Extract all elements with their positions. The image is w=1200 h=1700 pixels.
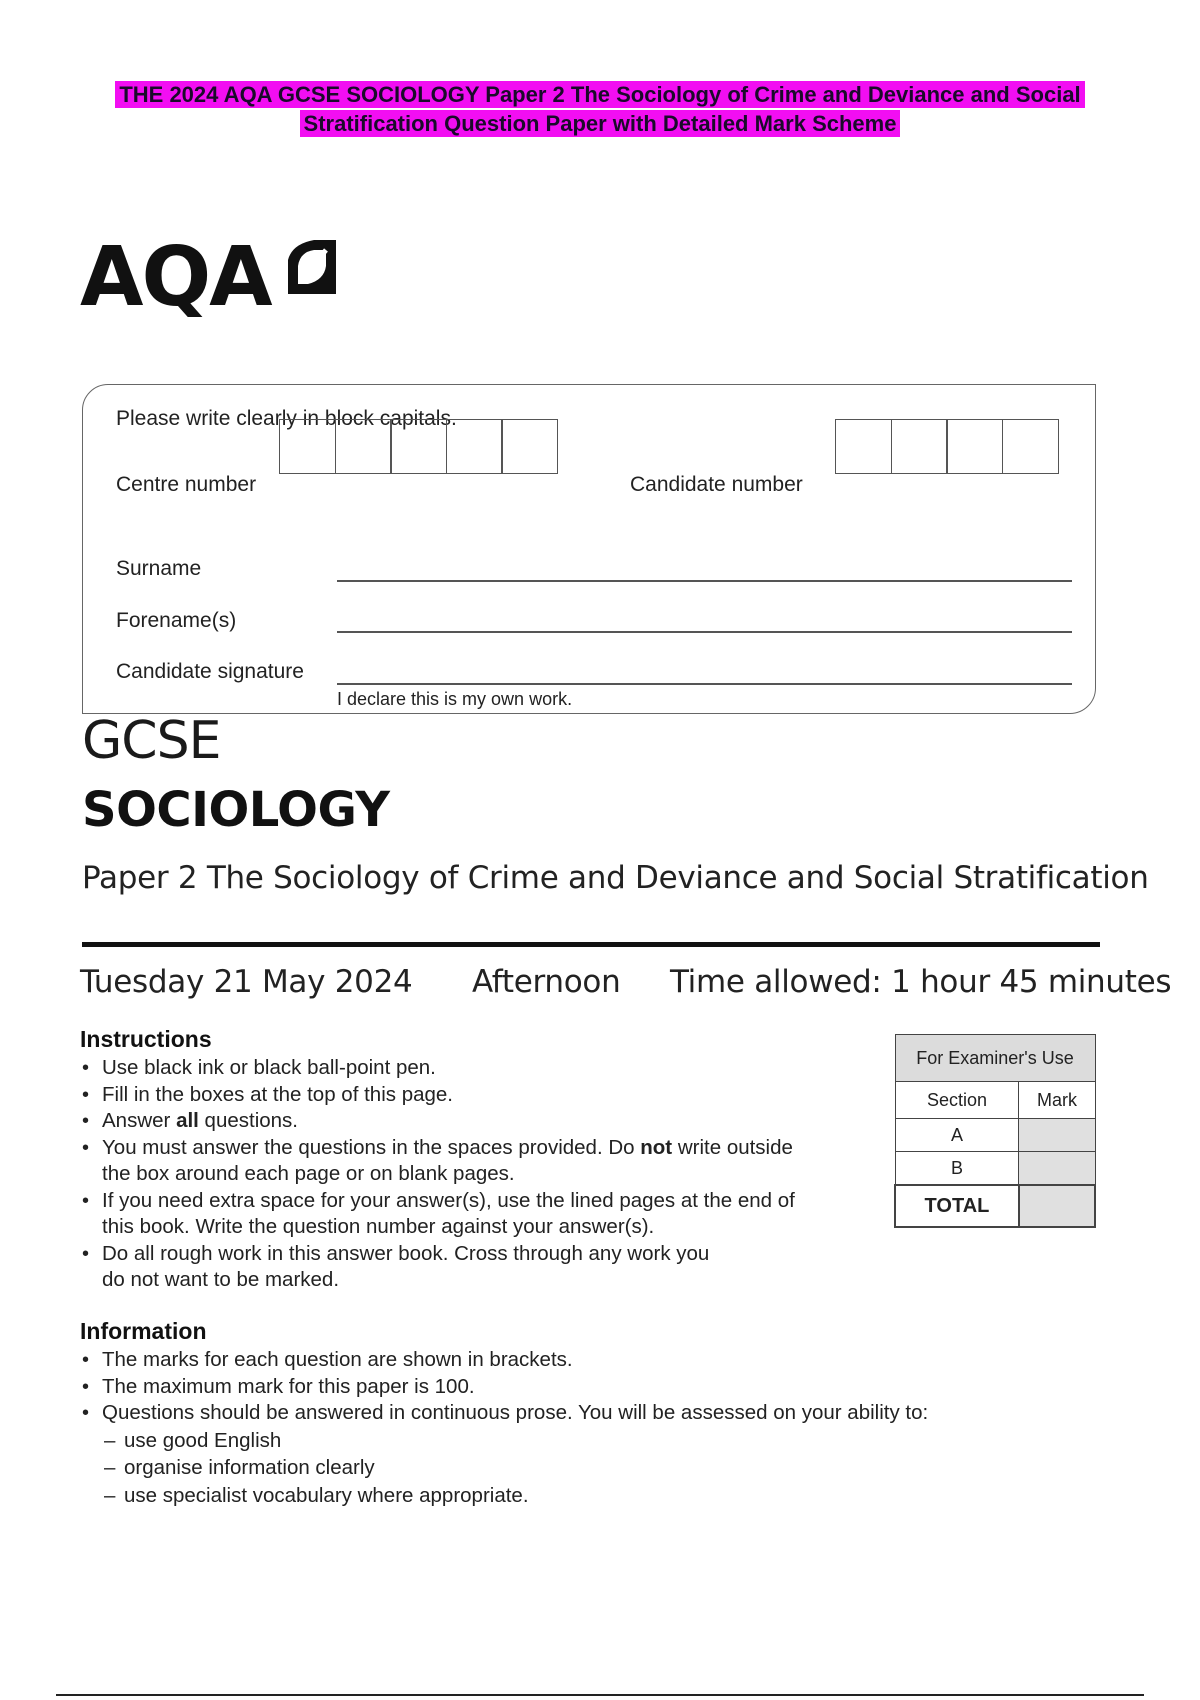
centre-number-label: Centre number [116, 473, 257, 496]
signature-write-line[interactable] [337, 683, 1072, 685]
title-divider [82, 942, 1100, 947]
paper-title: Paper 2 The Sociology of Crime and Deviance and Social Stratification [82, 860, 1149, 896]
list-item: • You must answer the questions in the spaces provided. Do not write outside the box around each page or on blank pages. [80, 1135, 880, 1188]
list-item: • If you need extra space for your answer(s), use the lined pages at the end of this book. Write the question number against your answer(s). [80, 1188, 880, 1241]
block-capitals-instruction: Please write clearly in block capitals. [116, 407, 457, 430]
subject-title: SOCIOLOGY [82, 782, 390, 838]
centre-digit-box[interactable] [501, 419, 558, 474]
examiner-table-heading: For Examiner's Use [895, 1035, 1095, 1082]
centre-digit-box[interactable] [279, 419, 336, 474]
list-item: • Use black ink or black ball-point pen. [80, 1055, 880, 1082]
candidate-details-box [82, 384, 1096, 714]
page-bottom-rule [56, 1694, 1144, 1696]
instructions-list [80, 1055, 880, 1294]
examiner-use-table [894, 1034, 1096, 1228]
list-item: • Fill in the boxes at the top of this page. [80, 1082, 880, 1109]
list-item: • The marks for each question are shown in brackets. [80, 1347, 1120, 1374]
banner-line-1: THE 2024 AQA GCSE SOCIOLOGY Paper 2 The Sociology of Crime and Deviance and Social [115, 81, 1084, 108]
surname-label: Surname [116, 557, 202, 580]
instructions-heading: Instructions [80, 1026, 212, 1052]
forenames-label: Forename(s) [116, 609, 237, 632]
forenames-write-line[interactable] [337, 631, 1072, 633]
surname-write-line[interactable] [337, 580, 1072, 582]
document-banner-title [40, 80, 1160, 138]
centre-number-boxes [279, 419, 557, 474]
list-item: • Do all rough work in this answer book. Cross through any work you do not want to be marked. [80, 1241, 880, 1294]
candidate-digit-box[interactable] [1002, 419, 1059, 474]
exam-session: Afternoon [472, 964, 621, 1000]
information-section [80, 1318, 1120, 1509]
total-mark-cell [1019, 1185, 1095, 1227]
information-list [80, 1347, 1120, 1427]
mark-cell [1019, 1152, 1095, 1186]
aqa-leaf-mark-icon [284, 236, 340, 296]
mark-column-header: Mark [1019, 1082, 1095, 1119]
mark-cell [1019, 1119, 1095, 1152]
centre-digit-box[interactable] [390, 419, 447, 474]
qualification-level: GCSE [82, 711, 221, 771]
candidate-digit-box[interactable] [835, 419, 892, 474]
list-item: – use specialist vocabulary where appropriate. [102, 1482, 1120, 1510]
instructions-section [80, 1026, 880, 1294]
declaration-text: I declare this is my own work. [337, 689, 573, 709]
total-label: TOTAL [895, 1185, 1019, 1227]
section-row-label: A [895, 1119, 1019, 1152]
information-heading: Information [80, 1318, 207, 1344]
signature-label: Candidate signature [116, 660, 304, 683]
list-item: – use good English [102, 1427, 1120, 1455]
list-item: • The maximum mark for this paper is 100. [80, 1374, 1120, 1401]
exam-date: Tuesday 21 May 2024 [80, 964, 413, 1000]
assessment-criteria-list [102, 1427, 1120, 1510]
section-column-header: Section [895, 1082, 1019, 1119]
candidate-digit-box[interactable] [946, 419, 1003, 474]
centre-digit-box[interactable] [446, 419, 503, 474]
section-row-label: B [895, 1152, 1019, 1186]
aqa-logo-text: AQA [80, 230, 271, 325]
banner-line-2: Stratification Question Paper with Detailed Mark Scheme [300, 110, 901, 137]
list-item: • Answer all questions. [80, 1108, 880, 1135]
centre-digit-box[interactable] [335, 419, 392, 474]
candidate-number-label: Candidate number [630, 473, 803, 496]
list-item: – organise information clearly [102, 1454, 1120, 1482]
candidate-number-boxes [835, 419, 1057, 474]
candidate-digit-box[interactable] [891, 419, 948, 474]
list-item: • Questions should be answered in continuous prose. You will be assessed on your ability to: [80, 1400, 1120, 1427]
time-allowed: Time allowed: 1 hour 45 minutes [670, 964, 1172, 1000]
